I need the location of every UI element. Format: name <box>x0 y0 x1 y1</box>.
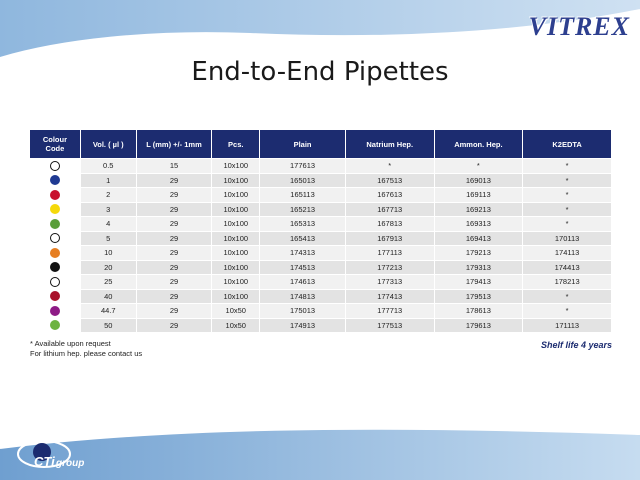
colour-code-cell <box>30 261 80 275</box>
natrium-hep-cell: 167713 <box>346 203 434 217</box>
ammon-hep-cell: 169013 <box>435 174 523 188</box>
volume-cell: 5 <box>81 232 136 246</box>
k2edta-cell: * <box>523 304 611 318</box>
colour-code-cell <box>30 290 80 304</box>
colour-code-cell <box>30 217 80 231</box>
plain-cell: 165013 <box>260 174 345 188</box>
pieces-cell: 10x100 <box>212 188 259 202</box>
natrium-hep-cell: * <box>346 159 434 173</box>
ammon-hep-cell: 169113 <box>435 188 523 202</box>
k2edta-cell: 174113 <box>523 246 611 260</box>
table-row <box>30 290 611 304</box>
pieces-cell: 10x50 <box>212 304 259 318</box>
length-cell: 29 <box>137 304 212 318</box>
pieces-cell: 10x100 <box>212 174 259 188</box>
colour-dot-icon <box>50 306 60 316</box>
k2edta-cell: * <box>523 217 611 231</box>
colour-dot-icon <box>50 262 60 272</box>
ammon-hep-cell: 179513 <box>435 290 523 304</box>
natrium-hep-cell: 177113 <box>346 246 434 260</box>
volume-cell: 44.7 <box>81 304 136 318</box>
plain-cell: 165313 <box>260 217 345 231</box>
pieces-cell: 10x100 <box>212 246 259 260</box>
natrium-hep-cell: 167513 <box>346 174 434 188</box>
plain-cell: 174613 <box>260 275 345 289</box>
table-row <box>30 275 611 289</box>
col-plain: Plain <box>260 130 345 158</box>
ammon-hep-cell: 178613 <box>435 304 523 318</box>
col-length: L (mm) +/- 1mm <box>137 130 212 158</box>
colour-dot-icon <box>50 190 60 200</box>
length-cell: 29 <box>137 275 212 289</box>
pieces-cell: 10x100 <box>212 159 259 173</box>
colour-dot-icon <box>50 277 60 287</box>
ammon-hep-cell: * <box>435 159 523 173</box>
natrium-hep-cell: 177513 <box>346 319 434 333</box>
ammon-hep-cell: 169213 <box>435 203 523 217</box>
pipette-table <box>29 129 612 333</box>
colour-dot-icon <box>50 175 60 185</box>
ammon-hep-cell: 179413 <box>435 275 523 289</box>
colour-dot-icon <box>50 320 60 330</box>
volume-cell: 1 <box>81 174 136 188</box>
natrium-hep-cell: 177713 <box>346 304 434 318</box>
pieces-cell: 10x100 <box>212 275 259 289</box>
colour-code-cell <box>30 246 80 260</box>
brand-logo: VITREX <box>528 12 630 41</box>
natrium-hep-cell: 167613 <box>346 188 434 202</box>
volume-cell: 4 <box>81 217 136 231</box>
plain-cell: 165213 <box>260 203 345 217</box>
ammon-hep-cell: 179613 <box>435 319 523 333</box>
table-row <box>30 174 611 188</box>
pieces-cell: 10x100 <box>212 261 259 275</box>
footnote-availability: * Available upon request <box>30 339 111 348</box>
col-volume: Vol. ( µl ) <box>81 130 136 158</box>
col-k2edta: K2EDTA <box>523 130 611 158</box>
length-cell: 29 <box>137 217 212 231</box>
colour-code-cell <box>30 159 80 173</box>
volume-cell: 2 <box>81 188 136 202</box>
k2edta-cell: * <box>523 203 611 217</box>
plain-cell: 165413 <box>260 232 345 246</box>
colour-code-cell <box>30 304 80 318</box>
volume-cell: 25 <box>81 275 136 289</box>
volume-cell: 0.5 <box>81 159 136 173</box>
natrium-hep-cell: 177313 <box>346 275 434 289</box>
pieces-cell: 10x50 <box>212 319 259 333</box>
natrium-hep-cell: 177413 <box>346 290 434 304</box>
volume-cell: 20 <box>81 261 136 275</box>
colour-code-cell <box>30 319 80 333</box>
k2edta-cell: * <box>523 290 611 304</box>
k2edta-cell: 174413 <box>523 261 611 275</box>
volume-cell: 50 <box>81 319 136 333</box>
table-row <box>30 246 611 260</box>
plain-cell: 174513 <box>260 261 345 275</box>
ammon-hep-cell: 169313 <box>435 217 523 231</box>
plain-cell: 174813 <box>260 290 345 304</box>
col-ammon-hep: Ammon. Hep. <box>435 130 523 158</box>
volume-cell: 10 <box>81 246 136 260</box>
pieces-cell: 10x100 <box>212 203 259 217</box>
colour-dot-icon <box>50 233 60 243</box>
logo-group-text: group <box>56 458 85 469</box>
length-cell: 29 <box>137 246 212 260</box>
plain-cell: 175013 <box>260 304 345 318</box>
colour-dot-icon <box>50 291 60 301</box>
plain-cell: 174913 <box>260 319 345 333</box>
volume-cell: 40 <box>81 290 136 304</box>
footnote-lithium: For lithium hep. please contact us <box>30 349 143 358</box>
ammon-hep-cell: 169413 <box>435 232 523 246</box>
length-cell: 29 <box>137 261 212 275</box>
colour-dot-icon <box>50 248 60 258</box>
colour-code-cell <box>30 232 80 246</box>
length-cell: 29 <box>137 203 212 217</box>
length-cell: 29 <box>137 319 212 333</box>
length-cell: 29 <box>137 290 212 304</box>
footnote <box>30 339 142 359</box>
k2edta-cell: 178213 <box>523 275 611 289</box>
length-cell: 29 <box>137 188 212 202</box>
table-row <box>30 217 611 231</box>
table-row <box>30 188 611 202</box>
colour-code-cell <box>30 188 80 202</box>
length-cell: 15 <box>137 159 212 173</box>
colour-dot-icon <box>50 219 60 229</box>
ammon-hep-cell: 179213 <box>435 246 523 260</box>
k2edta-cell: 170113 <box>523 232 611 246</box>
table-row <box>30 304 611 318</box>
colour-code-cell <box>30 275 80 289</box>
pieces-cell: 10x100 <box>212 232 259 246</box>
table-row <box>30 232 611 246</box>
svg-text:CTi: CTi <box>34 454 55 469</box>
plain-cell: 177613 <box>260 159 345 173</box>
natrium-hep-cell: 167913 <box>346 232 434 246</box>
colour-code-cell <box>30 174 80 188</box>
length-cell: 29 <box>137 232 212 246</box>
table-row <box>30 159 611 173</box>
col-colour-code: Colour Code <box>30 130 80 158</box>
table-header-row <box>30 130 611 158</box>
natrium-hep-cell: 177213 <box>346 261 434 275</box>
k2edta-cell: * <box>523 188 611 202</box>
plain-cell: 174313 <box>260 246 345 260</box>
colour-dot-icon <box>50 161 60 171</box>
shelf-life-note: Shelf life 4 years <box>540 340 612 350</box>
colour-code-cell <box>30 203 80 217</box>
table-row <box>30 261 611 275</box>
table-row <box>30 319 611 333</box>
colour-dot-icon <box>50 204 60 214</box>
table-row <box>30 203 611 217</box>
k2edta-cell: * <box>523 174 611 188</box>
natrium-hep-cell: 167813 <box>346 217 434 231</box>
page-title: End-to-End Pipettes <box>191 57 449 87</box>
volume-cell: 3 <box>81 203 136 217</box>
plain-cell: 165113 <box>260 188 345 202</box>
pieces-cell: 10x100 <box>212 217 259 231</box>
ammon-hep-cell: 179313 <box>435 261 523 275</box>
k2edta-cell: 171113 <box>523 319 611 333</box>
pieces-cell: 10x100 <box>212 290 259 304</box>
col-natrium-hep: Natrium Hep. <box>346 130 434 158</box>
length-cell: 29 <box>137 174 212 188</box>
k2edta-cell: * <box>523 159 611 173</box>
col-pieces: Pcs. <box>212 130 259 158</box>
